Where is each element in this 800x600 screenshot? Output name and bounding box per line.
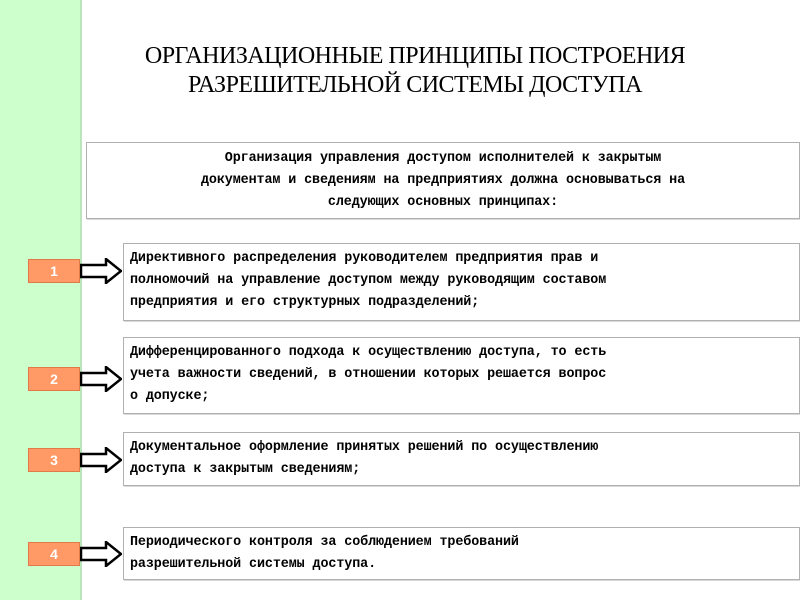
left-accent-band (0, 0, 80, 600)
right-arrow-icon (80, 541, 122, 567)
principle-3-line-1: Документальное оформление принятых решений по осуществлению (130, 440, 599, 455)
principle-1-line-3: предприятия и его структурных подразделений; (130, 295, 480, 310)
principle-4-line-1: Периодического контроля за соблюдением требований (130, 535, 519, 550)
principle-number-badge-4: 4 (28, 542, 80, 566)
principle-box-4 (123, 527, 800, 580)
principle-2-line-2: учета важности сведений, в отношении которых решается вопрос (130, 367, 607, 382)
principle-2-line-3: о допуске; (130, 389, 210, 404)
slide-title-line-2: РАЗРЕШИТЕЛЬНОЙ СИСТЕМЫ ДОСТУПА (188, 72, 642, 98)
right-arrow-icon (80, 258, 122, 284)
principle-box-1 (123, 243, 800, 321)
principle-number-badge-2: 2 (28, 367, 80, 391)
principle-2-line-1: Дифференцированного подхода к осуществлению доступа, то есть (130, 345, 607, 360)
principle-box-3 (123, 432, 800, 486)
right-arrow-icon (80, 447, 122, 473)
intro-line-3: следующих основных принципах: (327, 195, 559, 210)
principle-number-badge-3: 3 (28, 448, 80, 472)
slide-title-line-1: ОРГАНИЗАЦИОННЫЕ ПРИНЦИПЫ ПОСТРОЕНИЯ (144, 43, 686, 69)
slide-title (90, 42, 740, 100)
left-band-divider (80, 0, 82, 600)
principle-box-2 (123, 337, 800, 414)
principle-1-line-1: Директивного распределения руководителем предприятия прав и (130, 251, 599, 266)
principle-1-line-2: полномочий на управление доступом между руководящим составом (130, 273, 607, 288)
intro-line-2: документам и сведениям на предприятиях должна основываться на (200, 173, 686, 188)
principle-number-badge-1: 1 (28, 259, 80, 283)
intro-box (86, 142, 800, 219)
right-arrow-icon (80, 366, 122, 392)
intro-line-1: Организация управления доступом исполнителей к закрытым (224, 151, 662, 166)
principle-3-line-2: доступа к закрытым сведениям; (130, 462, 361, 477)
principle-4-line-2: разрешительной системы доступа. (130, 557, 377, 572)
